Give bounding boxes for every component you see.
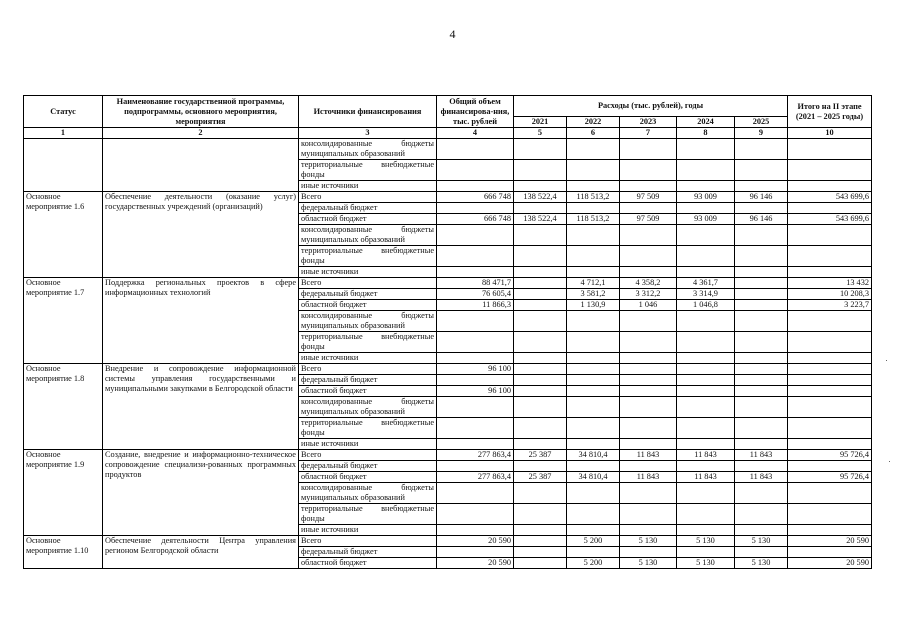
status-cell: Основное мероприятие 1.10	[24, 536, 103, 569]
year-value-cell	[735, 203, 788, 214]
itog-cell: 3 223,7	[788, 300, 872, 311]
year-value-cell	[620, 160, 677, 181]
year-value-cell	[677, 139, 735, 160]
name-cell: Создание, внедрение и информационно-техническое сопровождение специализи-рованных программных продуктов	[103, 450, 299, 536]
year-value-cell	[514, 353, 567, 364]
year-value-cell	[735, 332, 788, 353]
table-row	[24, 192, 872, 203]
source-cell: консолидированные бюджеты муниципальных образований	[299, 397, 437, 418]
total-cell: 20 590	[437, 536, 514, 547]
year-value-cell	[567, 160, 620, 181]
col-number: 7	[620, 128, 677, 139]
year-value-cell	[735, 418, 788, 439]
year-value-cell	[620, 439, 677, 450]
year-value-cell: 97 509	[620, 214, 677, 225]
year-value-cell	[677, 386, 735, 397]
status-cell	[24, 139, 103, 192]
total-cell	[437, 353, 514, 364]
year-value-cell	[677, 525, 735, 536]
year-value-cell	[567, 246, 620, 267]
itog-cell: 95 726,4	[788, 450, 872, 461]
source-cell: территориальные внебюджетные фонды	[299, 246, 437, 267]
year-value-cell	[735, 139, 788, 160]
year-value-cell: 25 387	[514, 472, 567, 483]
year-value-cell	[735, 278, 788, 289]
year-value-cell	[677, 375, 735, 386]
name-cell: Поддержка региональных проектов в сфере информационных технологий	[103, 278, 299, 364]
year-value-cell: 4 712,1	[567, 278, 620, 289]
itog-cell	[788, 267, 872, 278]
scan-speck	[889, 461, 890, 462]
year-value-cell	[677, 439, 735, 450]
year-value-cell	[514, 278, 567, 289]
total-cell	[437, 547, 514, 558]
source-cell: территориальные внебюджетные фонды	[299, 504, 437, 525]
year-value-cell: 5 200	[567, 558, 620, 569]
itog-cell: 20 590	[788, 558, 872, 569]
year-value-cell	[735, 504, 788, 525]
name-cell: Обеспечение деятельности (оказание услуг) государственных учреждений (организаций)	[103, 192, 299, 278]
year-value-cell	[677, 160, 735, 181]
total-cell: 20 590	[437, 558, 514, 569]
name-cell	[103, 139, 299, 192]
source-cell: консолидированные бюджеты муниципальных образований	[299, 139, 437, 160]
year-value-cell: 3 581,2	[567, 289, 620, 300]
header-total: Общий объем финансирова-ния, тыс. рублей	[437, 96, 514, 128]
year-value-cell	[735, 483, 788, 504]
year-value-cell	[677, 547, 735, 558]
itog-cell	[788, 483, 872, 504]
year-value-cell	[620, 386, 677, 397]
year-value-cell	[735, 439, 788, 450]
year-value-cell	[620, 332, 677, 353]
name-cell: Обеспечение деятельности Центра управления регионом Белгородской области	[103, 536, 299, 569]
year-value-cell	[620, 547, 677, 558]
status-cell: Основное мероприятие 1.9	[24, 450, 103, 536]
source-cell: иные источники	[299, 267, 437, 278]
year-value-cell	[514, 289, 567, 300]
year-value-cell	[735, 267, 788, 278]
itog-cell: 20 590	[788, 536, 872, 547]
year-value-cell	[567, 525, 620, 536]
col-number: 5	[514, 128, 567, 139]
year-value-cell	[567, 461, 620, 472]
total-cell	[437, 267, 514, 278]
year-value-cell	[735, 181, 788, 192]
year-value-cell: 93 009	[677, 214, 735, 225]
header-year: 2022	[567, 117, 620, 128]
year-value-cell	[514, 311, 567, 332]
total-cell	[437, 311, 514, 332]
status-cell: Основное мероприятие 1.8	[24, 364, 103, 450]
year-value-cell	[514, 461, 567, 472]
year-value-cell	[514, 160, 567, 181]
total-cell: 277 863,4	[437, 472, 514, 483]
year-value-cell: 5 130	[677, 558, 735, 569]
year-value-cell	[567, 439, 620, 450]
year-value-cell	[620, 246, 677, 267]
year-value-cell: 138 522,4	[514, 192, 567, 203]
itog-cell	[788, 181, 872, 192]
itog-cell	[788, 332, 872, 353]
total-cell	[437, 461, 514, 472]
year-value-cell	[620, 483, 677, 504]
year-value-cell	[620, 311, 677, 332]
source-cell: федеральный бюджет	[299, 203, 437, 214]
year-value-cell	[514, 536, 567, 547]
year-value-cell	[735, 225, 788, 246]
year-value-cell	[677, 267, 735, 278]
year-value-cell	[514, 397, 567, 418]
year-value-cell	[677, 246, 735, 267]
year-value-cell	[567, 225, 620, 246]
col-number: 8	[677, 128, 735, 139]
total-cell	[437, 225, 514, 246]
table-row	[24, 536, 872, 547]
header-itog: Итого на II этапе (2021 – 2025 годы)	[788, 96, 872, 128]
header-expenses: Расходы (тыс. рублей), годы	[514, 96, 788, 117]
year-value-cell	[567, 375, 620, 386]
source-cell: иные источники	[299, 353, 437, 364]
year-value-cell	[620, 504, 677, 525]
year-value-cell: 5 200	[567, 536, 620, 547]
source-cell: территориальные внебюджетные фонды	[299, 418, 437, 439]
total-cell	[437, 139, 514, 160]
source-cell: иные источники	[299, 439, 437, 450]
header-year: 2021	[514, 117, 567, 128]
status-cell: Основное мероприятие 1.6	[24, 192, 103, 278]
header-status: Статус	[24, 96, 103, 128]
itog-cell: 95 726,4	[788, 472, 872, 483]
source-cell: Всего	[299, 278, 437, 289]
year-value-cell	[620, 418, 677, 439]
year-value-cell	[735, 461, 788, 472]
year-value-cell	[735, 375, 788, 386]
year-value-cell: 5 130	[620, 536, 677, 547]
total-cell	[437, 160, 514, 181]
total-cell: 96 100	[437, 386, 514, 397]
year-value-cell	[567, 139, 620, 160]
year-value-cell	[735, 289, 788, 300]
itog-cell: 543 699,6	[788, 214, 872, 225]
year-value-cell: 5 130	[735, 558, 788, 569]
col-number: 10	[788, 128, 872, 139]
year-value-cell	[620, 364, 677, 375]
year-value-cell	[735, 397, 788, 418]
source-cell: территориальные внебюджетные фонды	[299, 332, 437, 353]
table-row	[24, 364, 872, 375]
year-value-cell: 11 843	[620, 450, 677, 461]
source-cell: федеральный бюджет	[299, 289, 437, 300]
source-cell: федеральный бюджет	[299, 547, 437, 558]
year-value-cell	[567, 386, 620, 397]
year-value-cell	[514, 332, 567, 353]
itog-cell	[788, 203, 872, 214]
year-value-cell	[514, 300, 567, 311]
year-value-cell	[514, 483, 567, 504]
year-value-cell	[567, 483, 620, 504]
table-row	[24, 139, 872, 160]
year-value-cell: 11 843	[620, 472, 677, 483]
header-year: 2024	[677, 117, 735, 128]
itog-cell: 13 432	[788, 278, 872, 289]
year-value-cell: 3 312,2	[620, 289, 677, 300]
financing-table	[23, 95, 872, 569]
header-year: 2023	[620, 117, 677, 128]
itog-cell	[788, 504, 872, 525]
col-number: 6	[567, 128, 620, 139]
status-cell: Основное мероприятие 1.7	[24, 278, 103, 364]
year-value-cell: 118 513,2	[567, 214, 620, 225]
total-cell	[437, 332, 514, 353]
year-value-cell	[620, 375, 677, 386]
source-cell: федеральный бюджет	[299, 375, 437, 386]
itog-cell	[788, 160, 872, 181]
year-value-cell	[677, 332, 735, 353]
col-number: 4	[437, 128, 514, 139]
year-value-cell	[514, 386, 567, 397]
itog-cell	[788, 311, 872, 332]
year-value-cell	[514, 439, 567, 450]
year-value-cell	[677, 483, 735, 504]
total-cell: 96 100	[437, 364, 514, 375]
total-cell: 88 471,7	[437, 278, 514, 289]
header-year: 2025	[735, 117, 788, 128]
year-value-cell	[735, 246, 788, 267]
year-value-cell	[620, 181, 677, 192]
itog-cell: 10 208,3	[788, 289, 872, 300]
year-value-cell	[620, 525, 677, 536]
year-value-cell	[735, 386, 788, 397]
itog-cell	[788, 461, 872, 472]
year-value-cell: 97 509	[620, 192, 677, 203]
year-value-cell	[514, 225, 567, 246]
year-value-cell: 5 130	[677, 536, 735, 547]
source-cell: Всего	[299, 450, 437, 461]
source-cell: территориальные внебюджетные фонды	[299, 160, 437, 181]
total-cell	[437, 246, 514, 267]
year-value-cell	[514, 525, 567, 536]
itog-cell	[788, 353, 872, 364]
col-number: 9	[735, 128, 788, 139]
year-value-cell	[567, 364, 620, 375]
year-value-cell	[620, 461, 677, 472]
source-cell: Всего	[299, 192, 437, 203]
total-cell	[437, 525, 514, 536]
source-cell: Всего	[299, 536, 437, 547]
header-name: Наименование государственной программы, подпрограммы, основного мероприятия, мероприятия	[103, 96, 299, 128]
table-body	[24, 139, 872, 569]
itog-cell	[788, 225, 872, 246]
source-cell: областной бюджет	[299, 558, 437, 569]
source-cell: иные источники	[299, 525, 437, 536]
year-value-cell	[514, 504, 567, 525]
year-value-cell	[735, 353, 788, 364]
itog-cell	[788, 364, 872, 375]
itog-cell: 543 699,6	[788, 192, 872, 203]
table-row	[24, 278, 872, 289]
year-value-cell	[620, 225, 677, 246]
itog-cell	[788, 246, 872, 267]
itog-cell	[788, 386, 872, 397]
total-cell: 76 605,4	[437, 289, 514, 300]
year-value-cell: 93 009	[677, 192, 735, 203]
scan-speck	[886, 360, 887, 361]
total-cell	[437, 203, 514, 214]
year-value-cell	[677, 203, 735, 214]
itog-cell	[788, 547, 872, 558]
header-sources: Источники финансирования	[299, 96, 437, 128]
year-value-cell	[567, 332, 620, 353]
year-value-cell	[514, 203, 567, 214]
source-cell: областной бюджет	[299, 472, 437, 483]
total-cell	[437, 375, 514, 386]
year-value-cell	[567, 203, 620, 214]
year-value-cell: 5 130	[735, 536, 788, 547]
year-value-cell	[677, 353, 735, 364]
total-cell	[437, 181, 514, 192]
year-value-cell: 11 843	[735, 450, 788, 461]
source-cell: консолидированные бюджеты муниципальных образований	[299, 483, 437, 504]
year-value-cell	[735, 300, 788, 311]
year-value-cell	[514, 246, 567, 267]
year-value-cell	[514, 547, 567, 558]
itog-cell	[788, 418, 872, 439]
year-value-cell: 34 810,4	[567, 450, 620, 461]
year-value-cell	[620, 397, 677, 418]
name-cell: Внедрение и сопровождение информационной системы управления государственными и муниципальными закупками в Белгородской области	[103, 364, 299, 450]
year-value-cell	[677, 397, 735, 418]
year-value-cell	[514, 139, 567, 160]
col-number: 2	[103, 128, 299, 139]
total-cell: 277 863,4	[437, 450, 514, 461]
year-value-cell	[567, 418, 620, 439]
year-value-cell: 1 046	[620, 300, 677, 311]
total-cell	[437, 439, 514, 450]
year-value-cell	[567, 311, 620, 332]
total-cell: 666 748	[437, 192, 514, 203]
itog-cell	[788, 439, 872, 450]
year-value-cell	[567, 353, 620, 364]
year-value-cell: 1 130,9	[567, 300, 620, 311]
col-number: 3	[299, 128, 437, 139]
source-cell: консолидированные бюджеты муниципальных образований	[299, 311, 437, 332]
total-cell	[437, 483, 514, 504]
year-value-cell	[514, 267, 567, 278]
col-number: 1	[24, 128, 103, 139]
year-value-cell: 96 146	[735, 214, 788, 225]
year-value-cell	[514, 181, 567, 192]
page-number: 4	[449, 27, 456, 41]
table-row	[24, 450, 872, 461]
year-value-cell	[620, 203, 677, 214]
source-cell: областной бюджет	[299, 214, 437, 225]
year-value-cell	[514, 558, 567, 569]
year-value-cell	[620, 139, 677, 160]
year-value-cell: 138 522,4	[514, 214, 567, 225]
total-cell	[437, 504, 514, 525]
year-value-cell	[567, 504, 620, 525]
itog-cell	[788, 525, 872, 536]
year-value-cell	[567, 181, 620, 192]
year-value-cell: 4 361,7	[677, 278, 735, 289]
year-value-cell: 11 843	[677, 472, 735, 483]
year-value-cell	[735, 525, 788, 536]
year-value-cell	[620, 353, 677, 364]
year-value-cell	[514, 375, 567, 386]
year-value-cell	[735, 547, 788, 558]
itog-cell	[788, 139, 872, 160]
source-cell: иные источники	[299, 181, 437, 192]
source-cell: областной бюджет	[299, 300, 437, 311]
year-value-cell	[677, 504, 735, 525]
year-value-cell	[677, 461, 735, 472]
year-value-cell	[735, 311, 788, 332]
year-value-cell	[735, 364, 788, 375]
year-value-cell	[514, 364, 567, 375]
source-cell: консолидированные бюджеты муниципальных образований	[299, 225, 437, 246]
year-value-cell: 25 387	[514, 450, 567, 461]
year-value-cell	[567, 267, 620, 278]
year-value-cell: 1 046,8	[677, 300, 735, 311]
source-cell: областной бюджет	[299, 386, 437, 397]
year-value-cell: 96 146	[735, 192, 788, 203]
year-value-cell: 11 843	[735, 472, 788, 483]
year-value-cell	[677, 181, 735, 192]
itog-cell	[788, 375, 872, 386]
source-cell: федеральный бюджет	[299, 461, 437, 472]
year-value-cell	[677, 418, 735, 439]
total-cell	[437, 418, 514, 439]
year-value-cell	[677, 311, 735, 332]
year-value-cell: 34 810,4	[567, 472, 620, 483]
source-cell: Всего	[299, 364, 437, 375]
year-value-cell	[677, 364, 735, 375]
year-value-cell	[567, 397, 620, 418]
year-value-cell	[620, 267, 677, 278]
itog-cell	[788, 397, 872, 418]
total-cell: 666 748	[437, 214, 514, 225]
year-value-cell: 4 358,2	[620, 278, 677, 289]
year-value-cell	[735, 160, 788, 181]
year-value-cell	[514, 418, 567, 439]
total-cell	[437, 397, 514, 418]
year-value-cell: 3 314,9	[677, 289, 735, 300]
year-value-cell	[567, 547, 620, 558]
year-value-cell	[677, 225, 735, 246]
year-value-cell: 118 513,2	[567, 192, 620, 203]
total-cell: 11 866,3	[437, 300, 514, 311]
year-value-cell: 11 843	[677, 450, 735, 461]
year-value-cell: 5 130	[620, 558, 677, 569]
